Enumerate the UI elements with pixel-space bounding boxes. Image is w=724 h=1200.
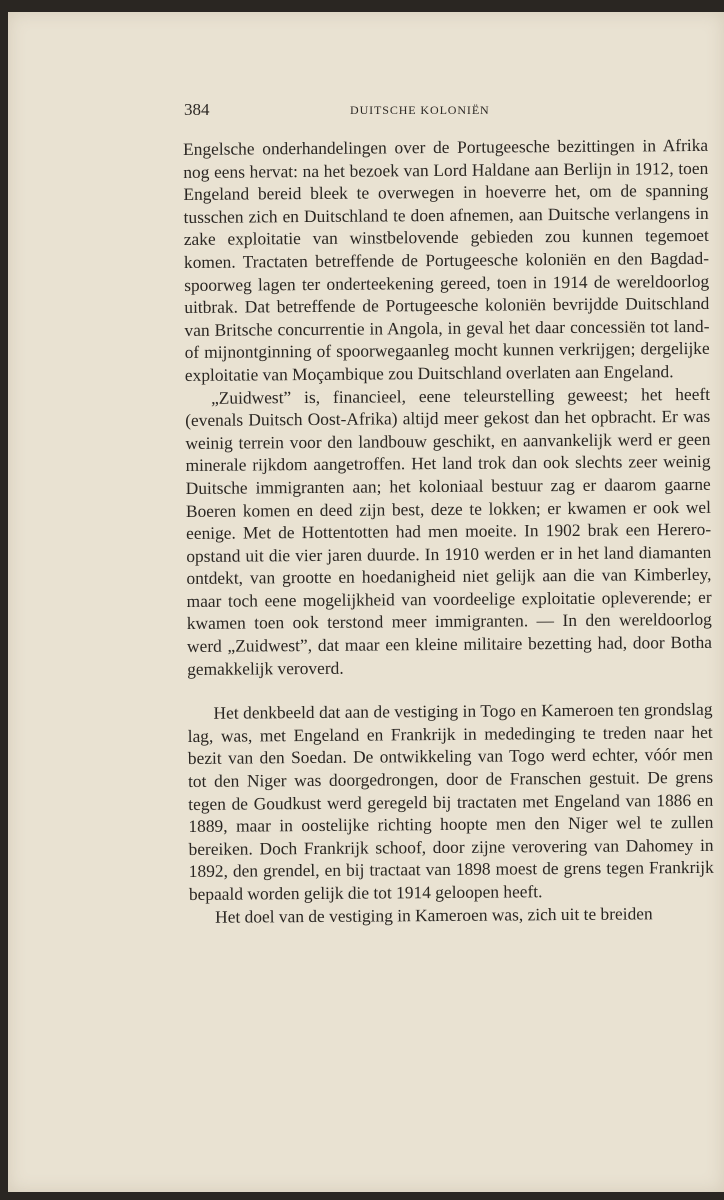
page-header — [184, 100, 544, 126]
page-number: 384 — [184, 100, 210, 119]
body-text — [183, 134, 714, 928]
paragraph-portugeesche-kolonien: Engelsche onderhandelingen over de Portugeesche bezittingen in Afrika nog eens hervat: na het bezoek van Lord Haldane aan Berlijn in 1912, toen Engeland bereid bleek te overwegen in hoeverre het, om de spanning tusschen zich en Duitschland te doen afnemen, aan Duitsche verlangens in zake exploitatie van winstbelovende gebieden zou kunnen tegemoet komen. Tractaten betreffende de Portugeesche koloniën en den Bagdad-spoorweg lagen ter onderteekening gereed, toen in 1914 de wereldoorlog uitbrak. Dat betreffende de Portugeesche koloniën bevrijdde Duitschland van Britsche concurrentie in Angola, in geval het daar concessiën tot land- of mijnontginning of spoorwegaanleg mocht kunnen verkrijgen; dergelijke exploitatie van Moçambique zou Duitschland overlaten aan Engeland. — [183, 134, 710, 385]
book-page — [8, 12, 724, 1192]
paragraph-zuidwest: „Zuidwest” is, financieel, eene teleurstelling geweest; het heeft (evenals Duitsch Oost-Afrika) altijd meer gekost dan het opbracht. Er was weinig terrein voor den landbouw geschikt, en aanvankelijk werd er geen minerale rijkdom aangetroffen. Het land trok dan ook slechts zeer weinig Duitsche immigranten aan; het koloniaal bestuur zag er daarom gaarne Boeren komen en deed zijn best, deze te lokken; er kwamen er ook wel eenige. Met de Hottentotten had men moeite. In 1902 brak een Herero-opstand uit die vier jaren duurde. In 1910 werden er in het land diamanten ontdekt, van grootte en hoedanigheid niet gelijk aan die van Kimberley, maar toch eene mogelijkheid van voordeelige exploitatie opleverende; er kwamen toen ook terstond meer immigranten. — In den wereldoorlog werd „Zuidwest”, dat maar een kleine militaire bezetting had, door Botha gemakkelijk veroverd. — [185, 383, 713, 679]
paragraph-togo-kameroen: Het denkbeeld dat aan de vestiging in Togo en Kameroen ten grondslag lag, was, met Engeland en Frankrijk in mededinging te treden naar het bezit van den Soedan. De ontwikkeling van Togo werd echter, vóór men tot den Niger was doorgedrongen, door de Franschen gestuit. De grens tegen de Goudkust werd geregeld bij tractaten met Engeland van 1886 en 1889, maar in oostelijke richting hoopte men den Niger wel te zullen bereiken. Doch Frankrijk schoof, door zijne verovering van Dahomey in 1892, den grendel, en bij tractaat van 1898 moest de grens tegen Frankrijk bepaald worden gelijk die tot 1914 geloopen heeft. — [187, 699, 714, 904]
paragraph-kameroen-doel: Het doel van de vestiging in Kameroen was, zich uit te breiden — [215, 902, 653, 927]
running-head: DUITSCHE KOLONIËN — [350, 103, 490, 117]
